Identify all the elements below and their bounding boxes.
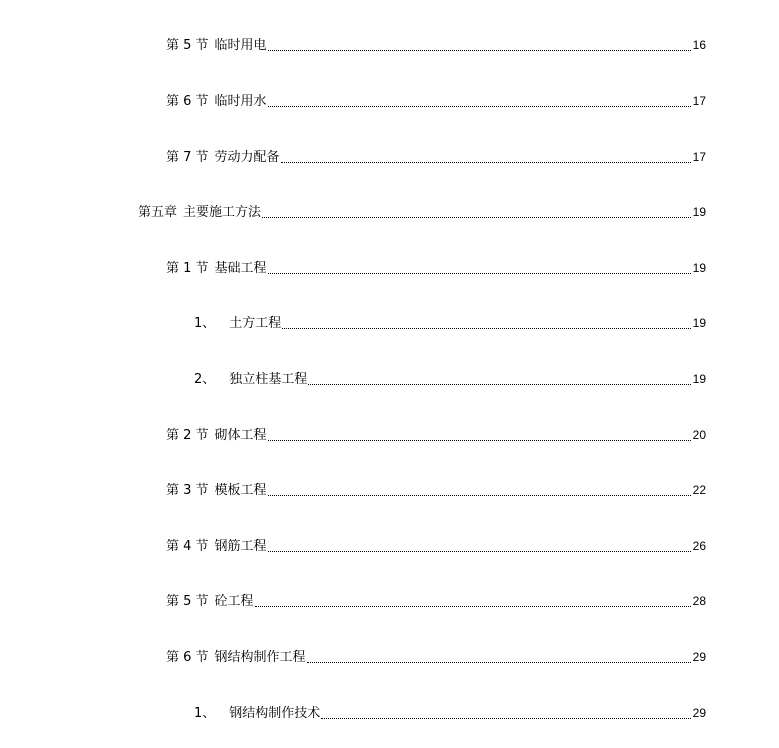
toc-entry-title: 基础工程 (214, 261, 267, 276)
toc-entry-number: 第 5 节 (166, 594, 209, 609)
toc-dot-leader (268, 494, 691, 496)
toc-dot-leader (308, 383, 690, 385)
toc-entry-number: 第 7 节 (166, 150, 209, 165)
toc-dot-leader (281, 161, 691, 163)
toc-dot-leader (307, 661, 691, 663)
toc-entry-number: 第 6 节 (166, 94, 209, 109)
toc-entry-page: 19 (692, 205, 706, 219)
toc-entry-number: 第 5 节 (166, 38, 209, 53)
toc-subentry-title: 钢结构制作技术 (229, 706, 321, 721)
toc-entry-page: 26 (692, 539, 706, 553)
toc-entry-page: 17 (692, 150, 706, 164)
toc-dot-leader (321, 717, 690, 719)
toc-subentry-number: 1、 (194, 316, 216, 331)
toc-dot-leader (255, 605, 691, 607)
toc-entry-number: 第 4 节 (166, 539, 209, 554)
toc-subentry-number: 1、 (194, 706, 216, 721)
toc-entry[interactable] (166, 591, 706, 611)
toc-subentry-number: 2、 (194, 372, 216, 387)
toc-entry-page: 20 (692, 428, 706, 442)
toc-entry-number: 第 2 节 (166, 428, 209, 443)
toc-entry-number: 第 1 节 (166, 261, 209, 276)
toc-dot-leader (262, 216, 691, 218)
toc-entry-number: 第 6 节 (166, 650, 209, 665)
toc-subentry[interactable] (194, 313, 706, 333)
toc-entry-title: 模板工程 (214, 483, 267, 498)
toc-dot-leader (268, 49, 691, 51)
toc-entry-title: 钢结构制作工程 (214, 650, 306, 665)
toc-subentry-title: 独立柱基工程 (229, 372, 308, 387)
toc-entry-page: 29 (692, 650, 706, 664)
toc-chapter-entry[interactable] (138, 202, 706, 222)
toc-entry-number: 第 3 节 (166, 483, 209, 498)
toc-entry[interactable] (166, 91, 706, 111)
toc-entry-page: 19 (692, 261, 706, 275)
toc-entry[interactable] (166, 258, 706, 278)
toc-dot-leader (268, 105, 691, 107)
toc-entry-title: 砼工程 (214, 594, 254, 609)
toc-subentry[interactable] (194, 703, 706, 723)
toc-entry-title: 砌体工程 (214, 428, 267, 443)
toc-entry[interactable] (166, 647, 706, 667)
toc-entry[interactable] (166, 35, 706, 55)
toc-entry-title: 劳动力配备 (214, 150, 280, 165)
toc-entry-page: 19 (692, 316, 706, 330)
toc-dot-leader (268, 550, 691, 552)
toc-entry[interactable] (166, 480, 706, 500)
toc-entry[interactable] (166, 536, 706, 556)
toc-dot-leader (282, 327, 690, 329)
toc-dot-leader (268, 272, 691, 274)
toc-dot-leader (268, 439, 691, 441)
toc-entry-title: 钢筋工程 (214, 539, 267, 554)
toc-entry-page: 19 (692, 372, 706, 386)
toc-subentry[interactable] (194, 369, 706, 389)
toc-entry-title: 临时用电 (214, 38, 267, 53)
toc-entry[interactable] (166, 425, 706, 445)
toc-entry-page: 22 (692, 483, 706, 497)
toc-subentry-title: 土方工程 (229, 316, 282, 331)
toc-entry[interactable] (166, 147, 706, 167)
toc-chapter-number: 第五章 (138, 205, 178, 220)
toc-entry-page: 16 (692, 38, 706, 52)
toc-entry-page: 28 (692, 594, 706, 608)
toc-chapter-title: 主要施工方法 (183, 205, 262, 220)
toc-entry-page: 29 (692, 706, 706, 720)
toc-entry-title: 临时用水 (214, 94, 267, 109)
toc-entry-page: 17 (692, 94, 706, 108)
